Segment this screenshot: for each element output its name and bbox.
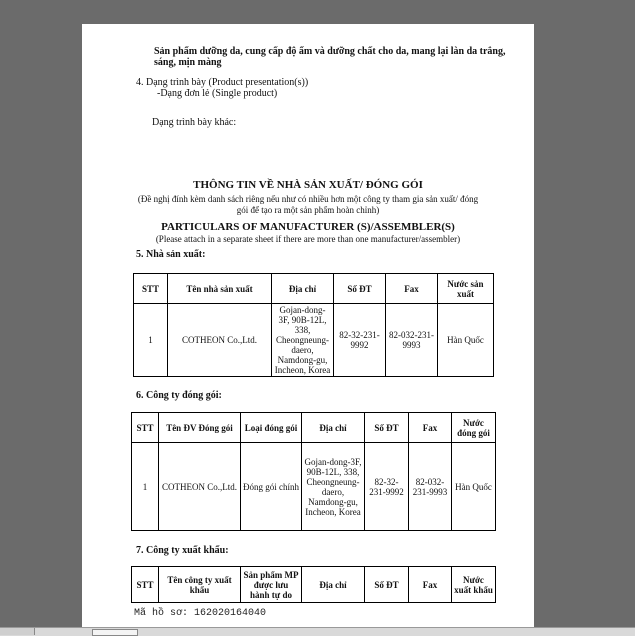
header-address: Địa chỉ xyxy=(272,274,334,304)
file-id-label: Mã hồ sơ: 162020164040 xyxy=(134,608,267,619)
header-packager-name: Tên ĐV Đóng gói xyxy=(159,413,241,443)
cell-country: Hàn Quốc xyxy=(438,304,494,377)
packager-heading: 6. Công ty đóng gói: xyxy=(136,390,222,401)
header-exporter-name: Tên công ty xuất khẩu xyxy=(159,567,241,603)
product-description-line-1: Sản phẩm dưỡng da, cung cấp độ ẩm và dưỡng chất cho da, mang lại làn da trắng, xyxy=(154,46,506,57)
header-phone: Số ĐT xyxy=(334,274,386,304)
other-forms-label: Dạng trình bày khác: xyxy=(152,117,237,128)
packager-table xyxy=(131,412,496,531)
section-note-vi-1: (Đề nghị đính kèm danh sách riêng nếu như có nhiều hơn một công ty tham gia sản xuất/ đóng xyxy=(137,194,479,204)
manufacturer-heading: 5. Nhà sản xuất: xyxy=(136,249,206,260)
header-phone: Số ĐT xyxy=(365,413,409,443)
exporter-heading: 7. Công ty xuất khẩu: xyxy=(136,545,229,556)
product-description-line-2: sáng, mịn màng xyxy=(154,57,222,68)
table-row xyxy=(132,443,496,531)
section-note-vi-2: gói để tạo ra một sản phẩm hoàn chỉnh) xyxy=(236,205,380,215)
cell-stt: 1 xyxy=(132,443,159,531)
cell-address: Gojan-dong-3F, 90B-12L, 338, Cheongneung-daero, Namdong-gu, Incheon, Korea xyxy=(272,304,334,377)
cell-address: Gojan-dong-3F, 90B-12L, 338, Cheongneung-daero, Namdong-gu, Incheon, Korea xyxy=(302,443,365,531)
manufacturer-table xyxy=(133,273,494,377)
header-country: Nước sản xuất xyxy=(438,274,494,304)
cell-phone: 82-32-231-9992 xyxy=(365,443,409,531)
header-free-sale-product: Sản phẩm MP được lưu hành tự do xyxy=(241,567,302,603)
section-title-en: PARTICULARS OF MANUFACTURER (S)/ASSEMBLER(S) xyxy=(161,221,455,233)
header-phone: Số ĐT xyxy=(365,567,409,603)
header-fax: Fax xyxy=(386,274,438,304)
cell-manufacturer-name: COTHEON Co.,Ltd. xyxy=(168,304,272,377)
item-4-value: -Dạng đơn lẻ (Single product) xyxy=(157,88,278,99)
item-4-label: 4. Dạng trình bày (Product presentation(s)) xyxy=(136,77,309,88)
header-fax: Fax xyxy=(409,567,452,603)
header-stt: STT xyxy=(134,274,168,304)
cell-packager-name: COTHEON Co.,Ltd. xyxy=(159,443,241,531)
header-fax: Fax xyxy=(409,413,452,443)
cell-fax: 82-032-231-9993 xyxy=(409,443,452,531)
header-address: Địa chỉ xyxy=(302,413,365,443)
header-manufacturer-name: Tên nhà sản xuất xyxy=(168,274,272,304)
section-title-vi: THÔNG TIN VỀ NHÀ SẢN XUẤT/ ĐÓNG GÓI xyxy=(193,179,423,191)
section-note-en: (Please attach in a separate sheet if there are more than one manufacturer/assembler) xyxy=(155,234,461,244)
scroll-left-area[interactable] xyxy=(0,628,35,635)
cell-packaging-type: Đóng gói chính xyxy=(241,443,302,531)
header-address: Địa chỉ xyxy=(302,567,365,603)
exporter-table xyxy=(131,566,496,603)
header-country: Nước đóng gói xyxy=(452,413,496,443)
document-page xyxy=(82,24,534,627)
cell-country: Hàn Quốc xyxy=(452,443,496,531)
header-country: Nước xuất khẩu xyxy=(452,567,496,603)
header-packaging-type: Loại đóng gói xyxy=(241,413,302,443)
cell-stt: 1 xyxy=(134,304,168,377)
header-stt: STT xyxy=(132,567,159,603)
table-row xyxy=(134,304,494,377)
cell-phone: 82-32-231-9992 xyxy=(334,304,386,377)
cell-fax: 82-032-231-9993 xyxy=(386,304,438,377)
header-stt: STT xyxy=(132,413,159,443)
